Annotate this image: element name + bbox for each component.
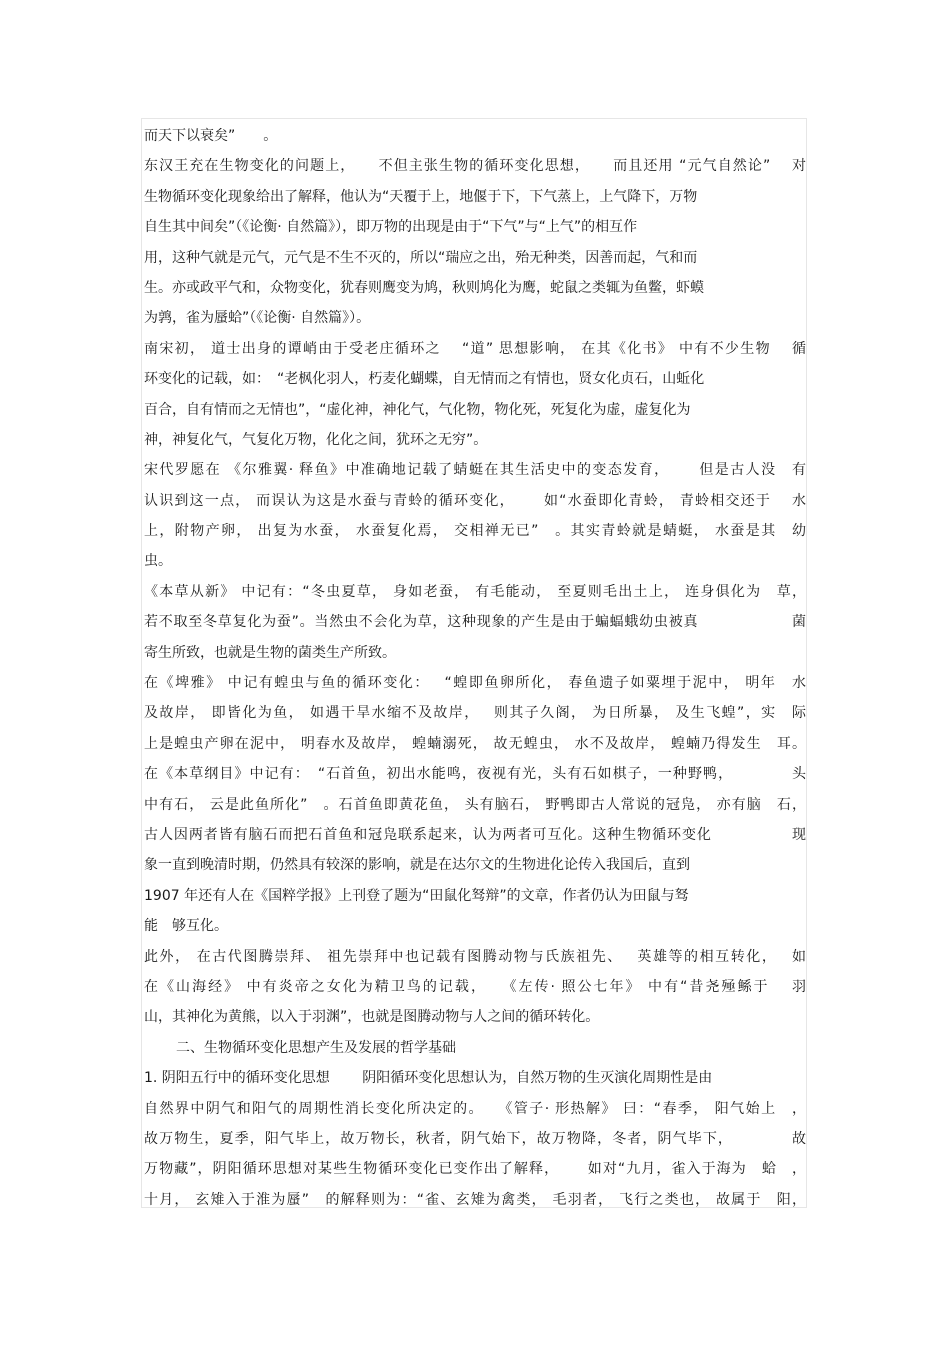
text-line: 百合，自有情而之无情也”，“虚化神，神化气，气化物，物化死，死复化为虚，虚复化为: [144, 401, 691, 418]
text-line: 自生其中间矣”（《论衡· 自然篇》），即万物的出现是由于“下气”与“上气”的相互作: [144, 219, 638, 236]
text-line: 1907 年还有人在《国粹学报》上刊登了题为“田鼠化驽辩”的文章，作者仍认为田鼠与驽: [144, 887, 689, 904]
section-heading: 二、生物循环变化思想产生及发展的哲学基础: [176, 1039, 456, 1056]
text-line: 上，附物产卵， 出复为水蚕， 水蚕复化焉， 交相禅无已” 。其实青蛉就是蜻蜓， 水蚕是其 幼: [144, 523, 806, 540]
text-line: 宋代罗愿在 《尔雅翼· 释鱼》中准确地记载了蜻蜓在其生活史中的变态发育， 但是古人没 有: [144, 462, 806, 479]
document-body: [144, 121, 806, 1215]
text-line: 在《本草纲目》中记有： “石首鱼，初出水能鸣，夜视有光，头有石如棋子，一种野鸭， 头: [144, 766, 806, 783]
text-line: 十月， 玄雉入于淮为蜃” 的解释则为：“雀、玄雉为禽类， 毛羽者， 飞行之类也， 故属于 阳，: [144, 1191, 806, 1208]
text-line: 为鹑，雀为蜃蛤”（《论衡· 自然篇》）。: [144, 310, 371, 327]
text-line: 生。亦或政平气和，众物变化，犹春则鹰变为鸠，秋则鸠化为鹰，蛇鼠之类辄为鱼鳖，虾蟆: [144, 279, 704, 296]
text-line: 认识到这一点， 而误认为这是水蚕与青蛉的循环变化， 如“水蚕即化青蛉， 青蛉相交还于 水: [144, 492, 806, 509]
text-line: 虫。: [144, 553, 172, 570]
text-line: 而天下以衰矣” 。: [144, 128, 278, 144]
text-line: 自然界中阴气和阳气的周期性消长变化所决定的。 《管子· 形热解》 曰：“春季， 阳气始上 ，: [144, 1100, 806, 1117]
text-line: 此外， 在古代图腾崇拜、 祖先崇拜中也记载有图腾动物与氏族祖先、 英雄等的相互转化， 如: [144, 948, 806, 965]
text-line: 在《埤雅》 中记有蝗虫与鱼的循环变化： “蝗即鱼卵所化， 春鱼遗子如粟埋于泥中， 明年 水: [144, 675, 806, 692]
text-line: 1. 阴阳五行中的循环变化思想 阴阳循环变化思想认为，自然万物的生灭演化周期性是由: [144, 1070, 713, 1087]
text-line: 东汉王充在生物变化的问题上， 不但主张生物的循环变化思想， 而且还用 “元气自然论” 对: [144, 158, 806, 175]
text-line: 南宋初， 道士出身的谭峭由于受老庄循环之 “道” 思想影响， 在其《化书》 中有不少生物 循: [144, 340, 806, 357]
text-line: 神，神复化气，气复化万物，化化之间，犹环之无穷”。: [144, 431, 488, 448]
text-line: 古人因两者皆有脑石而把石首鱼和冠凫联系起来，认为两者可互化。这种生物循环变化 现: [144, 826, 806, 843]
text-line: 上是蝗虫产卵在泥中， 明春水及故岸， 蝗蝻溺死， 故无蝗虫， 水不及故岸， 蝗蝻乃得发生 耳。: [144, 735, 806, 752]
text-line: 在《山海经》 中有炎帝之女化为精卫鸟的记载， 《左传· 照公七年》 中有“昔尧殛鲧于 羽: [144, 978, 806, 995]
text-line: 象一直到晚清时期，仍然具有较深的影响，就是在达尔文的生物进化论传入我国后，直到: [144, 857, 690, 874]
text-line: 中有石， 云是此鱼所化” 。石首鱼即黄花鱼， 头有脑石， 野鸭即古人常说的冠凫， 亦有脑 石，: [144, 796, 806, 813]
text-line: 若不取至冬草复化为蚕”。当然虫不会化为草，这种现象的产生是由于蝙蝠蛾幼虫被真 菌: [144, 614, 806, 631]
text-line: 《本草从新》 中记有：“冬虫夏草， 身如老蚕， 有毛能动， 至夏则毛出土上， 连身俱化为 草，: [144, 583, 806, 600]
text-line: 用，这种气就是元气，元气是不生不灭的，所以“瑞应之出，殆无种类，因善而起，气和而: [144, 249, 698, 266]
text-line: 及故岸， 即皆化为鱼， 如遇干旱水缩不及故岸， 则其子久阁， 为日所暴， 及生飞蝗”，实 际: [144, 705, 806, 722]
text-line: 生物循环变化现象给出了解释，他认为“天覆于上，地偃于下，下气蒸上，上气降下，万物: [144, 188, 698, 205]
text-line: 能 够互化。: [144, 918, 228, 935]
text-line: 环变化的记载，如： “老枫化羽人，朽麦化蝴蝶，自无情而之有情也，贤女化贞石，山蚯化: [144, 371, 705, 388]
text-line: 寄生所致，也就是生物的菌类生产所致。: [144, 644, 396, 661]
text-line: 故万物生，夏季，阳气毕上，故万物长，秋者，阴气始下，故万物降，冬者，阴气毕下， 故: [144, 1130, 806, 1147]
text-line: 万物藏”，阴阳循环思想对某些生物循环变化已变作出了解释， 如对“九月，雀入于海为 蛤 ，: [144, 1161, 806, 1178]
text-line: 山，其神化为黄熊，以入于羽渊”，也就是图腾动物与人之间的循环转化。: [144, 1009, 600, 1026]
